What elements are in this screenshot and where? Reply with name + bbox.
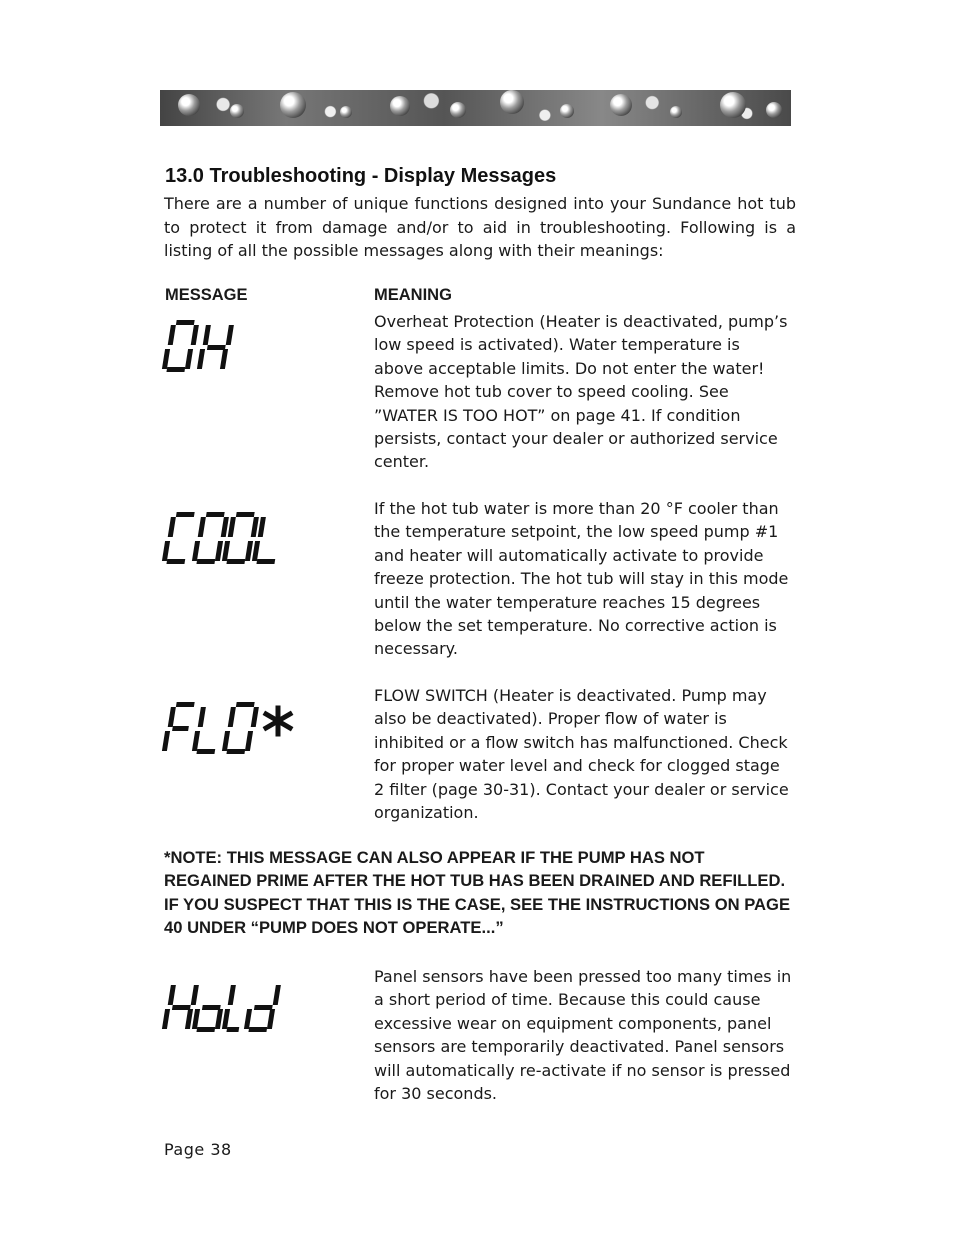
lcd-message-flo (160, 700, 300, 756)
meaning-flo: FLOW SWITCH (Heater is deactivated. Pump may also be deactivated). Proper flow of water is inhibited or a flow switch has malfunctioned. Check for proper water level and check for clogged stage 2 filter (page 30-31). Contact your dealer or service organization. (374, 686, 789, 823)
meaning-hold: Panel sensors have been pressed too many times in a short period of time. Because this could cause excessive wear on equipment components, panel sensors are temporarily deactivated. Panel sensors will automatically re-activate if no sensor is pressed for 30 seconds. (374, 967, 792, 1104)
message-column-header: MESSAGE (165, 286, 248, 304)
section-title: 13.0 Troubleshooting - Display Messages (165, 165, 557, 187)
intro-paragraph: There are a number of unique functions designed into your Sundance hot tub to protect it from damage and/or to aid in troubleshooting. Following is a listing of all the possible messages along with their meanings: (164, 194, 796, 260)
lcd-message-cool (160, 510, 290, 566)
lcd-flo-glyphs (160, 700, 300, 756)
lcd-message-hold (160, 978, 290, 1034)
page-number: Page 38 (164, 1140, 232, 1159)
meaning-oh: Overheat Protection (Heater is deactivated, pump’s low speed is activated). Water temperature is above acceptable limits. Do not enter the water! Remove hot tub cover to speed cooling. See ”WATER IS TOO HOT” on page 41. If condition persists, contact your dealer or authorized service center. (374, 312, 788, 472)
lcd-oh-glyphs (160, 318, 240, 374)
lcd-cool-glyphs (160, 510, 290, 566)
lcd-hold-glyphs (160, 978, 290, 1034)
meaning-column-header: MEANING (374, 286, 452, 304)
lcd-message-oh (160, 318, 240, 374)
meaning-cool: If the hot tub water is more than 20 °F cooler than the temperature setpoint, the low speed pump #1 and heater will automatically activate to provide freeze protection. The hot tub will stay in this mode until the water temperature reaches 15 degrees below the set temperature. No corrective action is necessary. (374, 499, 789, 659)
pump-prime-note: *NOTE: THIS MESSAGE CAN ALSO APPEAR IF THE PUMP HAS NOT REGAINED PRIME AFTER THE HOT TUB HAS BEEN DRAINED AND REFILLED. IF YOU SUSPECT THAT THIS IS THE CASE, SEE THE INSTRUCTIONS ON PAGE 40 UNDER “PUMP DOES NOT OPERATE...” (164, 848, 791, 938)
water-bubbles-banner (160, 90, 791, 126)
